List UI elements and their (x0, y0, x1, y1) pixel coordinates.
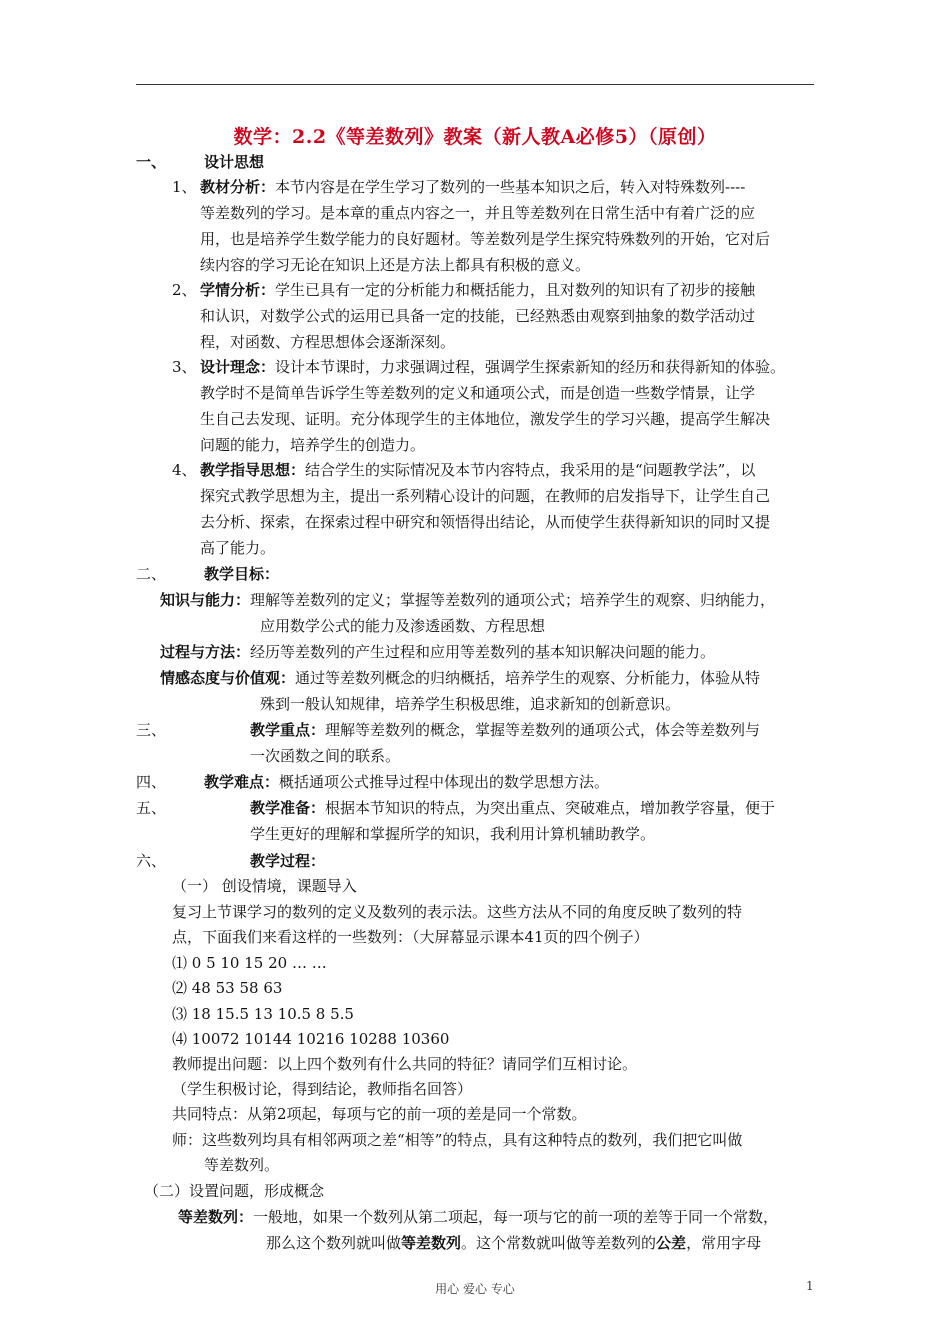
header-rule (136, 84, 814, 85)
section-4-number: 四、 (136, 773, 167, 791)
definition-label: 等差数列： (178, 1208, 254, 1226)
definition-line: 等差数列：一般地，如果一个数列从第二项起，每一项与它的前一项的差等于同一个常数， (178, 1208, 779, 1226)
teacher-remark: 师：这些数列均具有相邻两项之差“相等”的特点，具有这种特点的数列，我们把它叫做 (172, 1131, 743, 1149)
sequence-2: ⑵ 48 53 58 63 (172, 979, 283, 997)
item-1-line: 续内容的学习无论在知识上还是方法上都具有积极的意义。 (200, 256, 591, 274)
section-5-first-line: 教学准备：根据本节知识的特点，为突出重点、突破难点，增加教学容量，便于 (250, 799, 776, 817)
part-1-intro-line: 复习上节课学习的数列的定义及数列的表示法。这些方法从不同的角度反映了数列的特 (172, 903, 743, 921)
goal-process-label: 过程与方法： (160, 643, 251, 661)
sequence-1: ⑴ 0 5 10 15 20 … … (172, 954, 327, 972)
section-6-heading: 教学过程： (250, 852, 326, 870)
section-3-label: 教学重点： (250, 721, 326, 739)
item-2-label: 学情分析： (200, 281, 276, 299)
goal-knowledge: 知识与能力：理解等差数列的定义；掌握等差数列的通项公式；培养学生的观察、归纳能力， (160, 591, 776, 609)
common-feature: 共同特点：从第2项起，每项与它的前一项的差是同一个常数。 (172, 1105, 587, 1123)
goal-attitude-line: 殊到一般认知规律，培养学生积极思维，追求新知的创新意识。 (260, 695, 681, 713)
item-1-number: 1、 (172, 178, 197, 196)
term-common-difference: 公差 (656, 1234, 687, 1252)
item-3-label: 设计理念： (200, 358, 276, 376)
item-3-number: 3、 (172, 358, 197, 376)
item-2-number: 2、 (172, 281, 197, 299)
part-1-heading: （一） 创设情境，课题导入 (172, 877, 357, 895)
item-3-line: 教学时不是简单告诉学生等差数列的定义和通项公式，而是创造一些数学情景，让学 (200, 384, 756, 402)
item-4-line: 高了能力。 (200, 539, 276, 557)
sequence-3: ⑶ 18 15.5 13 10.5 8 5.5 (172, 1005, 354, 1023)
section-1-heading: 设计思想 (204, 153, 265, 171)
goal-knowledge-line: 应用数学公式的能力及渗透函数、方程思想 (260, 617, 546, 635)
item-3-line: 生自己去发现、证明。充分体现学生的主体地位，激发学生的学习兴趣，提高学生解决 (200, 410, 771, 428)
section-3-line: 一次函数之间的联系。 (250, 747, 401, 765)
item-1-label: 教材分析： (200, 178, 276, 196)
item-3-line: 问题的能力，培养学生的创造力。 (200, 436, 426, 454)
item-2-line: 程，对函数、方程思想体会逐渐深刻。 (200, 333, 456, 351)
page-footer: 用心 爱心 专心 (435, 1282, 515, 1296)
section-5-number: 五、 (136, 799, 167, 817)
item-4-line: 去分析、探索，在探索过程中研究和领悟得出结论，从而使学生获得新知识的同时又提 (200, 513, 771, 531)
item-4-first-line: 教学指导思想：结合学生的实际情况及本节内容特点，我采用的是“问题教学法”，以 (200, 461, 756, 479)
item-2-line: 和认识，对数学公式的运用已具备一定的技能，已经熟悉由观察到抽象的数学活动过 (200, 307, 756, 325)
section-3-number: 三、 (136, 721, 167, 739)
section-2-heading: 教学目标： (204, 565, 280, 583)
part-1-intro-line: 点，下面我们来看这样的一些数列：（大屏幕显示课本41页的四个例子） (172, 928, 649, 946)
section-5-label: 教学准备： (250, 799, 326, 817)
item-4-label: 教学指导思想： (200, 461, 306, 479)
student-discussion: （学生积极讨论，得到结论，教师指名回答） (172, 1080, 473, 1098)
section-1-number: 一、 (136, 153, 167, 171)
term-arithmetic-sequence: 等差数列 (401, 1234, 462, 1252)
item-3-first-line: 设计理念：设计本节课时，力求强调过程，强调学生探索新知的经历和获得新知的体验。 (200, 358, 786, 376)
section-5-line: 学生更好的理解和掌握所学的知识，我利用计算机辅助教学。 (250, 825, 656, 843)
document-title: 数学：2.2《等差数列》教案（新人教A必修5）（原创） (233, 126, 717, 148)
item-2-first-line: 学情分析：学生已具有一定的分析能力和概括能力，且对数列的知识有了初步的接触 (200, 281, 756, 299)
section-2-number: 二、 (136, 565, 167, 583)
part-2-heading: （二）设置问题，形成概念 (144, 1182, 325, 1200)
sequence-4: ⑷ 10072 10144 10216 10288 10360 (172, 1030, 450, 1048)
teacher-remark-line: 等差数列。 (204, 1156, 280, 1174)
item-1-first-line: 教材分析：本节内容是在学生学习了数列的一些基本知识之后，转入对特殊数列---- (200, 178, 746, 196)
item-4-line: 探究式教学思想为主，提出一系列精心设计的问题，在教师的启发指导下，让学生自己 (200, 487, 771, 505)
teacher-question: 教师提出问题：以上四个数列有什么共同的特征？请同学们互相讨论。 (172, 1055, 638, 1073)
goal-knowledge-label: 知识与能力： (160, 591, 251, 609)
section-6-number: 六、 (136, 852, 167, 870)
definition-line-2: 那么这个数列就叫做等差数列。这个常数就叫做等差数列的公差，常用字母 (266, 1234, 762, 1252)
section-4-first-line: 教学难点：概括通项公式推导过程中体现出的数学思想方法。 (204, 773, 610, 791)
section-3-first-line: 教学重点：理解等差数列的概念，掌握等差数列的通项公式，体会等差数列与 (250, 721, 761, 739)
goal-process: 过程与方法：经历等差数列的产生过程和应用等差数列的基本知识解决问题的能力。 (160, 643, 716, 661)
item-4-number: 4、 (172, 461, 197, 479)
section-4-label: 教学难点： (204, 773, 280, 791)
goal-attitude-label: 情感态度与价值观： (160, 669, 296, 687)
item-1-line: 用，也是培养学生数学能力的良好题材。等差数列是学生探究特殊数列的开始，它对后 (200, 230, 771, 248)
page-number: 1 (806, 1279, 814, 1293)
item-1-line: 等差数列的学习。是本章的重点内容之一，并且等差数列在日常生活中有着广泛的应 (200, 204, 756, 222)
goal-attitude: 情感态度与价值观：通过等差数列概念的归纳概括，培养学生的观察、分析能力，体验从特 (160, 669, 761, 687)
